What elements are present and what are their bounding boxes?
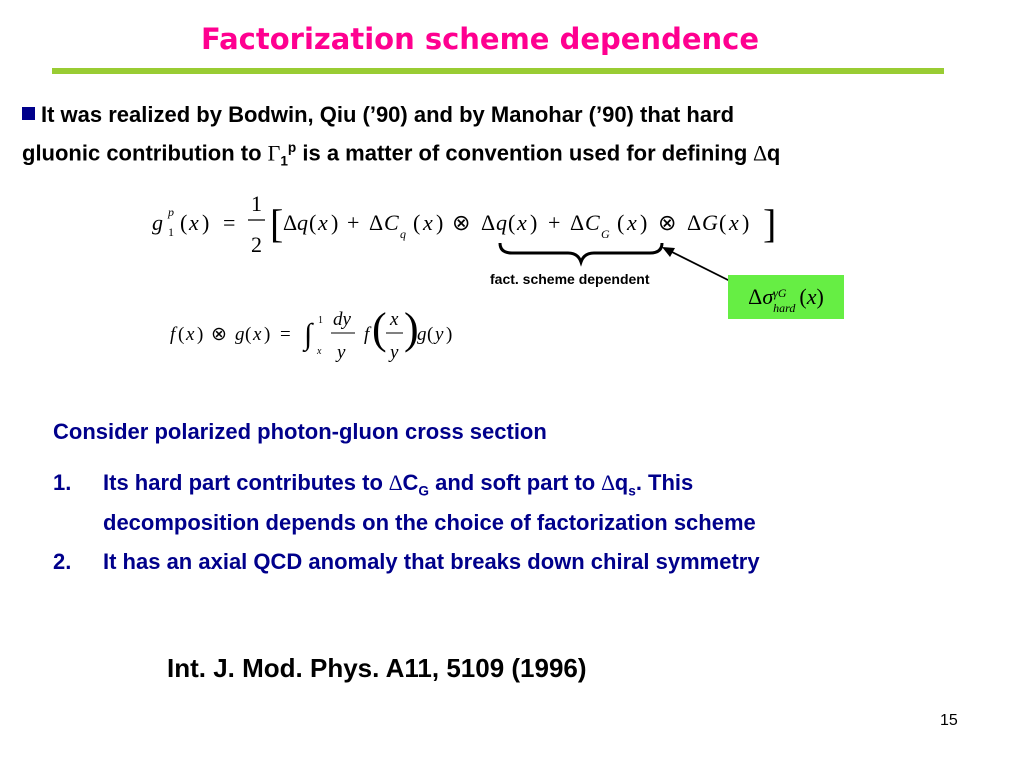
- bullet-text-line2: gluonic contribution to: [22, 140, 268, 166]
- delta-symbol: ∆: [389, 470, 403, 495]
- delta-symbol: ∆: [601, 470, 615, 495]
- svg-text:1: 1: [251, 191, 262, 216]
- svg-text:q: q: [297, 210, 308, 235]
- item1-part-a: Its hard part contributes to: [103, 470, 390, 495]
- svg-text:x: x: [390, 309, 399, 330]
- svg-text:g: g: [235, 324, 245, 345]
- svg-text:=: =: [280, 324, 291, 345]
- svg-text:): ): [197, 324, 204, 345]
- svg-text:1: 1: [318, 315, 323, 326]
- list-number: 2.: [53, 549, 72, 574]
- item1-part-d: . This: [635, 470, 694, 495]
- svg-text:g: g: [152, 210, 163, 235]
- svg-text:Δ: Δ: [369, 210, 384, 235]
- svg-text:⊗: ⊗: [211, 324, 227, 345]
- svg-text:y: y: [435, 324, 444, 345]
- svg-text:y: y: [337, 342, 346, 363]
- svg-text:g: g: [417, 324, 427, 345]
- hard-cross-section-box: ΔσγG hard (x): [728, 275, 844, 319]
- svg-text:Δ: Δ: [283, 210, 298, 235]
- svg-text:x: x: [318, 210, 328, 235]
- gamma-symbol: Γ: [267, 140, 281, 166]
- svg-text:x: x: [189, 210, 199, 235]
- svg-text:∫: ∫: [304, 318, 313, 351]
- svg-text:q: q: [496, 210, 507, 235]
- gamma-subscript: 1: [280, 153, 288, 169]
- svg-text:(: (: [508, 210, 516, 235]
- svg-text:(: (: [372, 304, 387, 353]
- svg-text:(: (: [178, 324, 185, 345]
- svg-text:x: x: [729, 210, 739, 235]
- svg-text:G: G: [702, 210, 718, 235]
- svg-text:Δ: Δ: [481, 210, 496, 235]
- list-item-text: [103, 467, 963, 539]
- svg-text:q: q: [400, 227, 406, 241]
- svg-text:x: x: [317, 346, 322, 357]
- svg-text:(: (: [413, 210, 421, 235]
- page-number: 15: [940, 712, 958, 729]
- list-item-text: It has an axial QCD anomaly that breaks down chiral symmetry: [103, 549, 760, 574]
- svg-text:): ): [436, 210, 444, 235]
- svg-text:(: (: [617, 210, 625, 235]
- slide-title: Factorization scheme dependence: [201, 22, 759, 56]
- svg-text:): ): [530, 210, 538, 235]
- svg-text:(: (: [180, 210, 188, 235]
- delta-q-label: q: [766, 140, 781, 166]
- bullet-text-line1: It was realized by Bodwin, Qiu (’90) and by Manohar (’90) that hard: [41, 102, 735, 127]
- item1-c: C: [402, 470, 419, 495]
- bullet-text-line2b: is a matter of convention used for defining: [296, 140, 754, 166]
- svg-text:x: x: [423, 210, 433, 235]
- svg-text:[: [: [270, 201, 284, 246]
- svg-text:x: x: [517, 210, 527, 235]
- item1-q-sub: s: [628, 483, 636, 499]
- svg-text:Δ: Δ: [687, 210, 702, 235]
- svg-text:+: +: [347, 210, 360, 235]
- svg-text:y: y: [390, 342, 399, 363]
- item1-c-sub: G: [418, 483, 429, 499]
- svg-text:C: C: [384, 210, 399, 235]
- svg-text:]: ]: [763, 201, 777, 246]
- svg-text:p: p: [168, 205, 174, 219]
- svg-text:f: f: [170, 324, 176, 345]
- gamma-superscript: p: [287, 140, 297, 155]
- svg-text:): ): [202, 210, 210, 235]
- svg-text:): ): [446, 324, 453, 345]
- item1-line2: decomposition depends on the choice of factorization scheme: [103, 510, 756, 536]
- svg-text:Δ: Δ: [570, 210, 585, 235]
- svg-text:): ): [640, 210, 648, 235]
- citation: Int. J. Mod. Phys. A11, 5109 (1996): [167, 653, 587, 683]
- svg-text:1: 1: [168, 225, 174, 239]
- svg-text:2: 2: [251, 232, 262, 257]
- svg-text:⊗: ⊗: [658, 210, 677, 235]
- svg-text:): ): [264, 324, 271, 345]
- scheme-annotation: fact. scheme dependent: [490, 271, 650, 287]
- list-item: [53, 546, 953, 578]
- svg-text:C: C: [585, 210, 600, 235]
- svg-text:G: G: [601, 227, 610, 241]
- list-number: 1.: [53, 470, 72, 495]
- svg-text:dy: dy: [333, 309, 351, 330]
- svg-text:+: +: [548, 210, 561, 235]
- svg-text:(: (: [427, 324, 434, 345]
- item1-part-b: and soft part to: [429, 470, 602, 495]
- svg-text:=: =: [223, 210, 236, 235]
- delta-symbol: ∆: [753, 140, 767, 166]
- svg-text:x: x: [253, 324, 262, 345]
- svg-text:): ): [404, 304, 419, 353]
- svg-text:(: (: [719, 210, 727, 235]
- svg-text:(: (: [309, 210, 317, 235]
- svg-text:): ): [331, 210, 339, 235]
- svg-text:(: (: [245, 324, 252, 345]
- svg-text:⊗: ⊗: [452, 210, 471, 235]
- list-item: [53, 467, 953, 536]
- svg-text:x: x: [186, 324, 195, 345]
- item1-q: q: [614, 470, 629, 495]
- svg-text:f: f: [364, 324, 370, 345]
- svg-text:x: x: [627, 210, 637, 235]
- section-heading: Consider polarized photon-gluon cross section: [53, 419, 547, 444]
- svg-text:): ): [742, 210, 750, 235]
